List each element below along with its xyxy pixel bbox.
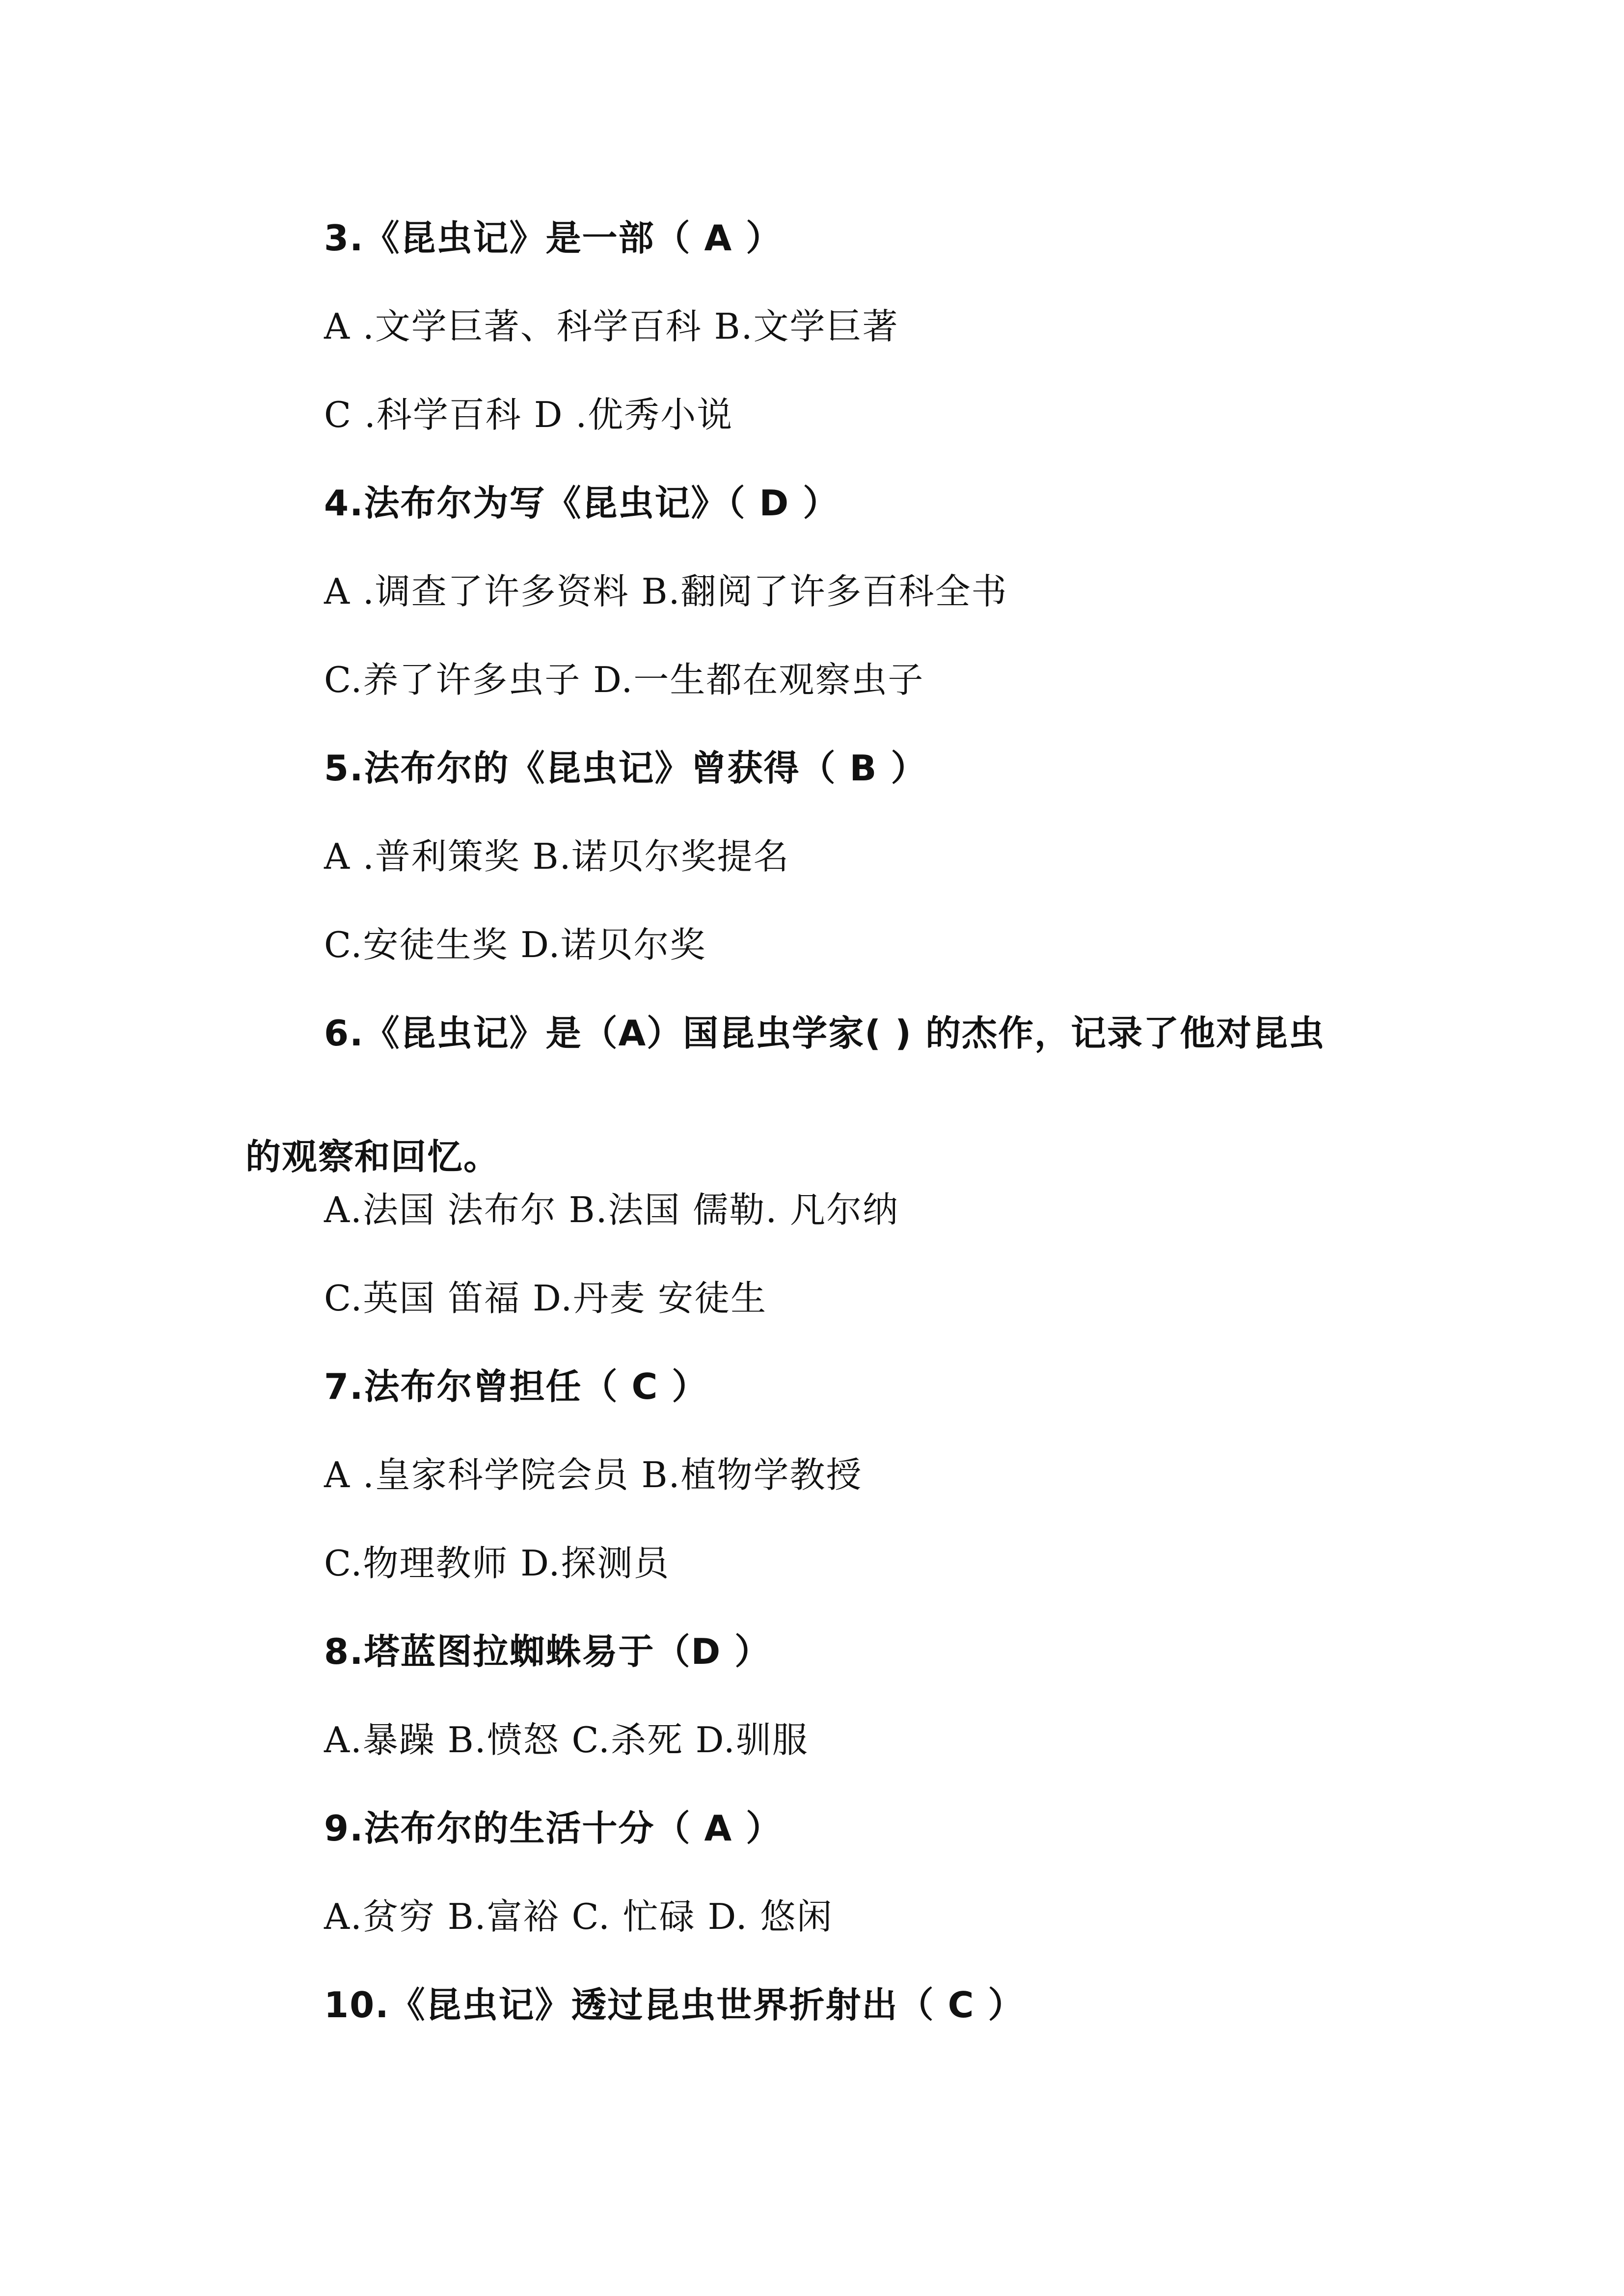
question-4-options-cd: C.养了许多虫子 D.一生都在观察虫子: [324, 659, 924, 700]
question-5: 5.法布尔的《昆虫记》曾获得（ B ）: [324, 748, 927, 789]
question-3-options-ab: A .文学巨著、科学百科 B.文学巨著: [324, 306, 899, 347]
question-7-options-cd: C.物理教师 D.探测员: [324, 1543, 670, 1584]
question-3-options-cd: C .科学百科 D .优秀小说: [324, 394, 733, 435]
question-4-options-ab: A .调查了许多资料 B.翻阅了许多百科全书: [324, 571, 1008, 612]
question-6-options-cd: C.英国 笛福 D.丹麦 安徒生: [324, 1278, 767, 1319]
question-5-options-cd: C.安徒生奖 D.诺贝尔奖: [324, 924, 706, 965]
question-5-options-ab: A .普利策奖 B.诺贝尔奖提名: [324, 836, 790, 877]
question-10: 10.《昆虫记》透过昆虫世界折射出（ C ）: [324, 1984, 1025, 2026]
question-3: 3.《昆虫记》是一部（ A ）: [324, 217, 783, 259]
question-6-options-ab: A.法国 法布尔 B.法国 儒勒. 凡尔纳: [324, 1189, 899, 1230]
question-8-options: A.暴躁 B.愤怒 C.杀死 D.驯服: [324, 1719, 809, 1761]
question-6-continuation: 的观察和回忆。: [245, 1136, 500, 1177]
question-4: 4.法布尔为写《昆虫记》（ D ）: [324, 482, 839, 524]
question-9: 9.法布尔的生活十分（ A ）: [324, 1808, 783, 1849]
question-7-options-ab: A .皇家科学院会员 B.植物学教授: [324, 1454, 863, 1495]
question-9-options: A.贫穷 B.富裕 C. 忙碌 D. 悠闲: [324, 1896, 833, 1937]
question-7: 7.法布尔曾担任（ C ）: [324, 1366, 708, 1407]
question-6: 6.《昆虫记》是（A）国昆虫学家( ) 的杰作，记录了他对昆虫: [324, 1013, 1326, 1054]
question-8: 8.塔蓝图拉蜘蛛易于（D ）: [324, 1631, 771, 1672]
